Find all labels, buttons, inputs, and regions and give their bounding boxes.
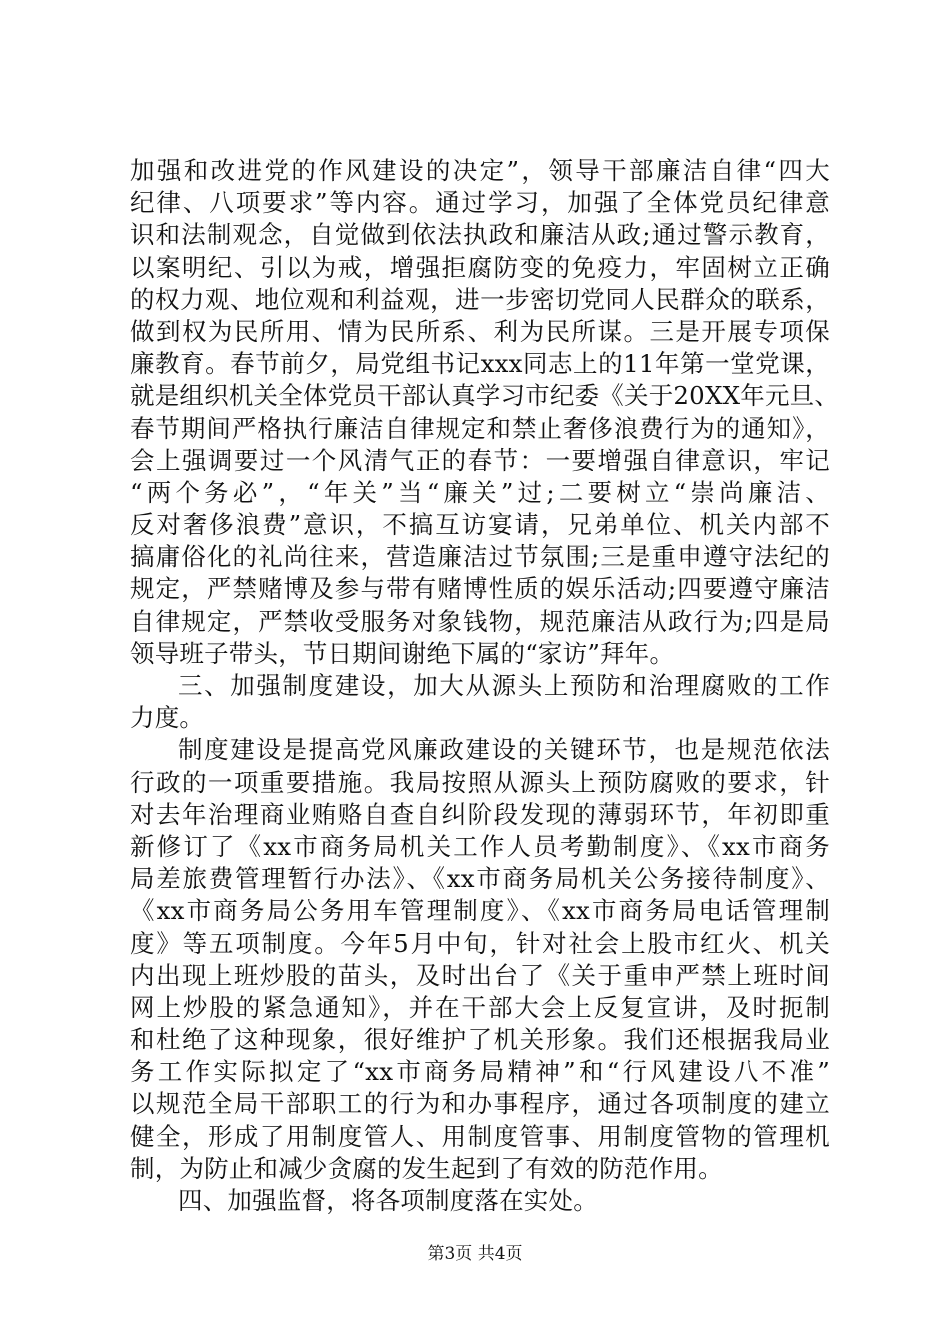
text-line: 内出现上班炒股的苗头，及时出台了《关于重申严禁上班时间 [130,960,830,990]
text-line: 就是组织机关全体党员干部认真学习市纪委《关于20XX年元旦、 [130,381,840,411]
text-line: 网上炒股的紧急通知》，并在干部大会上反复宣讲，及时扼制 [130,992,830,1022]
text-line: 制度建设是提高党风廉政建设的关键环节，也是规范依法 [178,735,830,765]
text-line: 识和法制观念，自觉做到依法执政和廉洁从政;通过警示教育， [130,220,830,250]
text-line: 纪律、八项要求”等内容。通过学习，加强了全体党员纪律意 [130,188,830,218]
text-line: 自律规定，严禁收受服务对象钱物，规范廉洁从政行为;四是局 [130,606,830,636]
text-line: 务工作实际拟定了“xx市商务局精神”和“行风建设八不准” [130,1057,830,1087]
text-line: 搞庸俗化的礼尚往来，营造廉洁过节氛围;三是重申遵守法纪的 [130,542,830,572]
text-line: 对去年治理商业贿赂自查自纠阶段发现的薄弱环节，年初即重 [130,799,830,829]
text-line: 做到权为民所用、情为民所系、利为民所谋。三是开展专项保 [130,316,830,346]
text-line: 以规范全局干部职工的行为和办事程序，通过各项制度的建立 [130,1089,830,1119]
text-line: 局差旅费管理暂行办法》、《xx市商务局机关公务接待制度》、 [130,864,830,894]
text-line: 领导班子带头，节日期间谢绝下属的“家访”拜年。 [130,638,675,668]
text-line: 廉教育。春节前夕，局党组书记xxx同志上的11年第一堂党课， [130,349,830,379]
text-line: “两个务必”，“年关”当“廉关”过;二要树立“崇尚廉洁、 [130,477,830,507]
section-heading-3-continuation: 力度。 [130,703,205,733]
text-line: 春节期间严格执行廉洁自律规定和禁止奢侈浪费行为的通知》， [130,413,830,443]
text-line: 反对奢侈浪费”意识，不搞互访宴请，兄弟单位、机关内部不 [130,510,830,540]
section-heading-4: 四、加强监督，将各项制度落在实处。 [178,1186,598,1215]
text-line: 和杜绝了这种现象，很好维护了机关形象。我们还根据我局业 [130,1025,830,1055]
text-line: 度》等五项制度。今年5月中旬，针对社会上股市红火、机关 [130,928,830,958]
text-line: 制，为防止和减少贪腐的发生起到了有效的防范作用。 [130,1153,723,1183]
text-line: 加强和改进党的作风建设的决定”，领导干部廉洁自律“四大 [130,156,830,185]
text-line: 的权力观、地位观和利益观，进一步密切党同人民群众的联系， [130,284,830,314]
text-line: 《xx市商务局公务用车管理制度》、《xx市商务局电话管理制 [130,896,830,926]
section-heading-3: 三、加强制度建设，加大从源头上预防和治理腐败的工作 [178,671,830,700]
text-line: 行政的一项重要措施。我局按照从源头上预防腐败的要求，针 [130,767,830,797]
page-number-footer: 第3页 共4页 [427,1244,523,1264]
text-line: 以案明纪、引以为戒，增强拒腐防变的免疫力，牢固树立正确 [130,252,830,282]
text-line: 健全，形成了用制度管人、用制度管事、用制度管物的管理机 [130,1121,830,1151]
text-line: 会上强调要过一个风清气正的春节：一要增强自律意识，牢记 [130,445,830,475]
body-text [130,155,840,1217]
text-line: 新修订了《xx市商务局机关工作人员考勤制度》、《xx市商务 [130,831,830,861]
text-line: 规定，严禁赌博及参与带有赌博性质的娱乐活动;四要遵守廉洁 [130,574,830,604]
